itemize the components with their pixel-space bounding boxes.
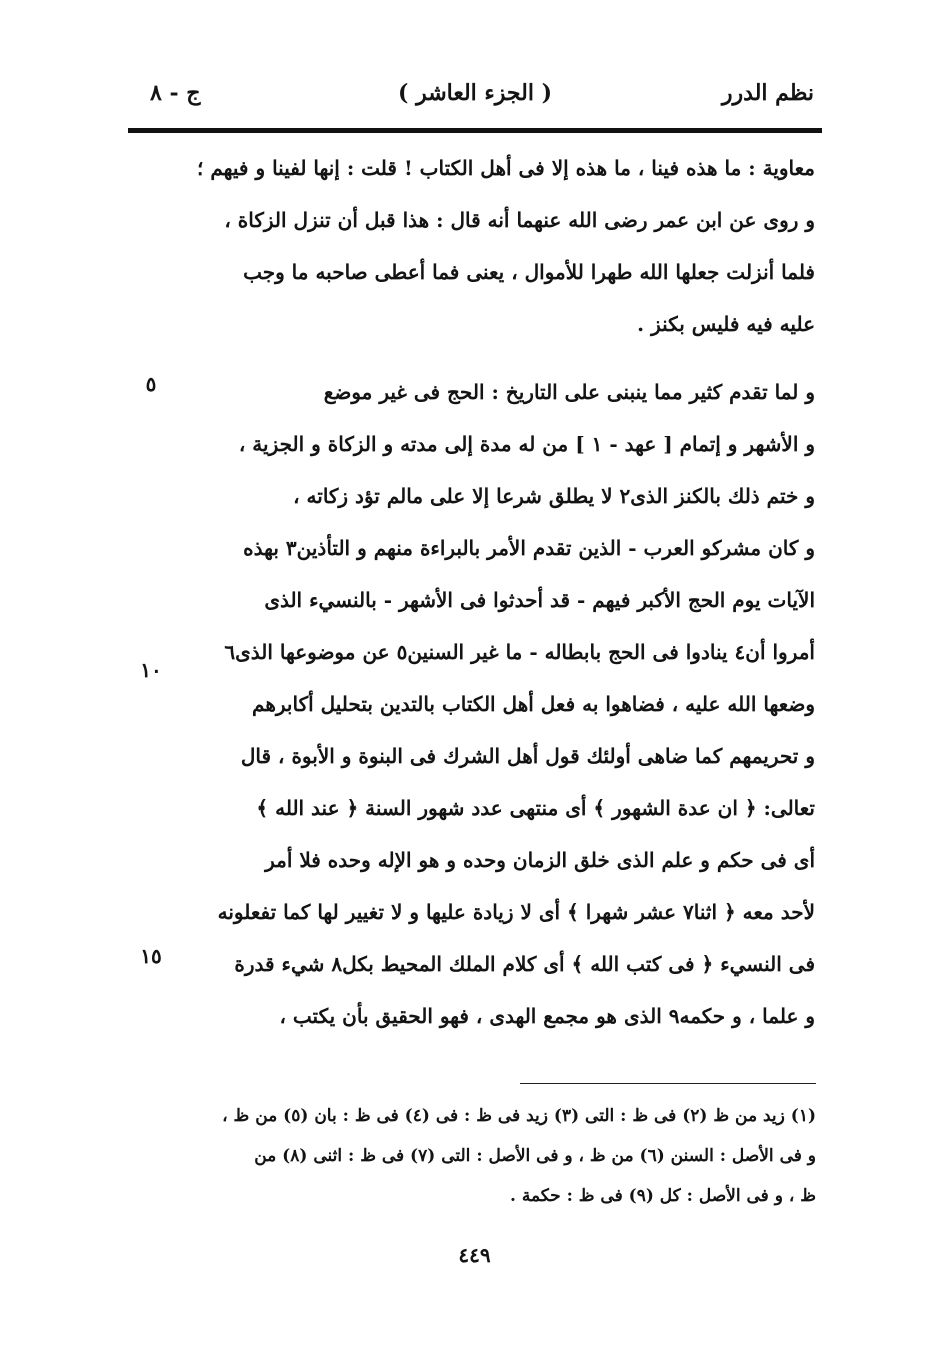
text-line: و الأشهر و إتمام [ عهد - ١ ] من له مدة إلى مدته و الزكاة و الجزية ، (238, 432, 815, 456)
text-line: تعالى: ﴿ ان عدة الشهور ﴾ أى منتهى عدد شهور السنة ﴿ عند الله ﴾ (256, 796, 815, 820)
header-rule (128, 128, 822, 133)
part-label: ( الجزء العاشر ) (397, 80, 553, 106)
text-line: و لما تقدم كثير مما ينبنى على التاريخ : الحج فى غير موضع (323, 380, 815, 404)
line-number: ١٠ (140, 658, 162, 682)
book-title: نظم الدرر (721, 80, 814, 106)
text-line: لأحد معه ﴿ اثنا٧ عشر شهرا ﴾ أى لا زيادة عليها و لا تغيير لها كما تفعلونه (217, 900, 815, 924)
footnote-line: (١) زيد من ظ (٢) فى ظ : التى (٣) زيد فى ظ : فى (٤) فى ظ : بان (٥) من ظ ، (222, 1106, 816, 1126)
text-line: عليه فيه فليس بكنز . (637, 312, 815, 336)
footnotes (180, 1096, 816, 1216)
running-head (130, 80, 820, 120)
text-line: و روى عن ابن عمر رضى الله عنهما أنه قال : هذا قبل أن تنزل الزكاة ، (224, 208, 815, 232)
text-line: و تحريمهم كما ضاهى أولئك قول أهل الشرك فى البنوة و الأبوة ، قال (240, 744, 815, 768)
text-line: معاوية : ما هذه فينا ، ما هذه إلا فى أهل الكتاب ! قلت : إنها لفينا و فيهم ؛ (197, 156, 815, 180)
text-line: فلما أنزلت جعلها الله طهرا للأموال ، يعنى فما أعطى صاحبه ما وجب (243, 260, 815, 284)
volume-reference: ج - ٨ (150, 80, 201, 106)
text-line: أمروا أن٤ ينادوا فى الحج بابطاله - ما غير السنين٥ عن موضوعها الذى٦ (224, 640, 815, 664)
line-number: ٥ (145, 372, 157, 396)
text-line: فى النسيء ﴿ فى كتب الله ﴾ أى كلام الملك المحيط بكل٨ شيء قدرة (234, 952, 815, 976)
text-line: و ختم ذلك بالكنز الذى٢ لا يطلق شرعا إلا على مالم تؤد زكاته ، (293, 484, 815, 508)
page-number: ٤٤٩ (458, 1243, 491, 1267)
footnote-line: ظ ، و فى الأصل : كل (٩) فى ظ : حكمة . (510, 1186, 816, 1206)
footnote-line: و فى الأصل : السنن (٦) من ظ ، و فى الأصل : التى (٧) فى ظ : اثنى (٨) من (254, 1146, 816, 1166)
text-line: و علما ، و حكمه٩ الذى هو مجمع الهدى ، فهو الحقيق بأن يكتب ، (279, 1004, 815, 1028)
paragraph-gap (155, 350, 815, 366)
body-text (155, 142, 815, 1042)
text-line: أى فى حكم و علم الذى خلق الزمان وحده و هو الإله وحده فلا أمر (265, 848, 815, 872)
text-line: الآيات يوم الحج الأكبر فيهم - قد أحدثوا فى الأشهر - بالنسيء الذى (264, 588, 815, 612)
footnote-rule (520, 1083, 816, 1084)
line-number: ١٥ (140, 944, 162, 968)
text-line: و كان مشركو العرب - الذين تقدم الأمر بالبراءة منهم و التأذين٣ بهذه (243, 536, 815, 560)
text-line: وضعها الله عليه ، فضاهوا به فعل أهل الكتاب بالتدين بتحليل أكابرهم (252, 692, 815, 716)
